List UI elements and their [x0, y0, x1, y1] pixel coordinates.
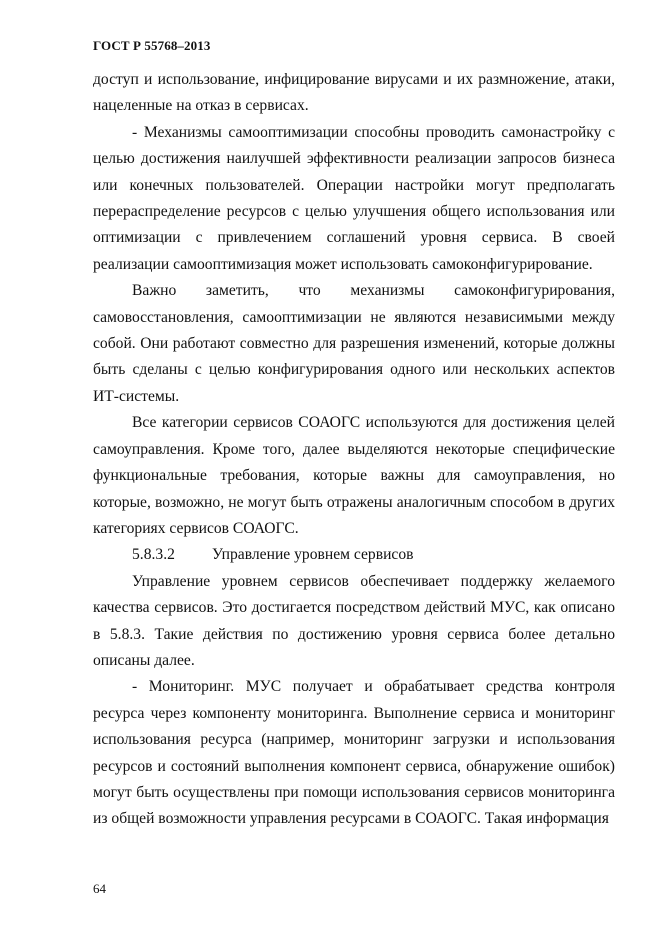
paragraph-continuation: доступ и использование, инфицирование вирусами и их размножение, атаки, нацеленные на отказ в сервисах.	[93, 71, 615, 115]
paragraph-service-categories: Все категории сервисов СОАОГС используются для достижения целей самоуправления. Кроме того, далее выделяются некоторые специфические функциональные требования, которые важны для самоуправления, но которые, возможно, не могут быть отражены аналогичным способом в других категориях сервисов СОАОГС.	[93, 414, 615, 537]
paragraph-service-level-management: Управление уровнем сервисов обеспечивает поддержку желаемого качества сервисов. Это достигается посредством действий МУС, как описано в 5.8.3. Такие действия по достижению уровня сервиса более детально описаны далее.	[93, 572, 615, 669]
paragraph-self-optimization: - Механизмы самооптимизации способны проводить самонастройку с целью достижения наилучшей эффективности реализации запросов бизнеса или конечных пользователей. Операции настройки могут предполагать перераспределение ресурсов с целью улучшения общего использования или оптимизации с привлечением соглашений уровня сервиса. В своей реализации самооптимизация может использовать самоконфигурирование.	[93, 123, 615, 273]
section-heading	[93, 542, 615, 568]
section-number: 5.8.3.2	[132, 546, 175, 564]
paragraph-mechanisms-note: Важно заметить, что механизмы самоконфигурирования, самовосстановления, самооптимизации не являются независимыми между собой. Они работают совместно для разрешения изменений, которые должны быть сделаны с целью конфигурирования одного или нескольких аспектов ИТ-системы.	[93, 282, 615, 405]
paragraph-monitoring: - Мониторинг. МУС получает и обрабатывает средства контроля ресурса через компоненту мониторинга. Выполнение сервиса и мониторинг использования ресурса (например, мониторинг загрузки и использования ресурсов и состояний выполнения компонент сервиса, обнаружение ошибок) могут быть осуществлены при помощи использования сервисов мониторинга из общей возможности управления ресурсами в СОАОГС. Такая информация	[93, 678, 615, 828]
section-title: Управление уровнем сервисов	[212, 546, 414, 564]
document-header: ГОСТ Р 55768–2013	[93, 38, 211, 53]
document-body	[93, 67, 615, 833]
page-number: 64	[93, 881, 106, 896]
